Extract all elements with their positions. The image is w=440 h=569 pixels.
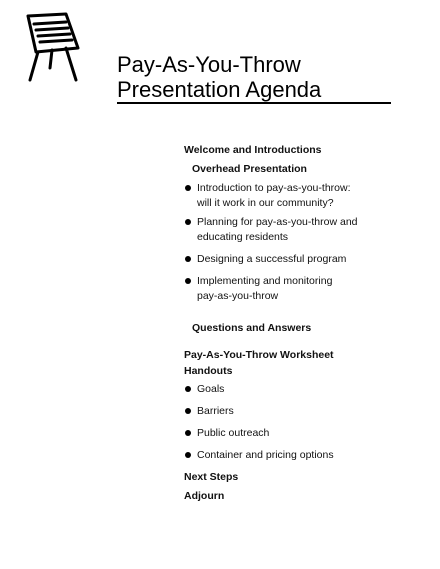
bullet-icon	[185, 185, 191, 191]
list-item-label: Barriers	[197, 405, 234, 417]
list-item-line: Introduction to pay-as-you-throw:	[197, 182, 351, 194]
heading-adjourn: Adjourn	[184, 490, 225, 502]
bullet-icon	[185, 386, 191, 392]
heading-next-steps: Next Steps	[184, 471, 239, 483]
heading-worksheet: Pay-As-You-Throw Worksheet	[184, 349, 334, 361]
list-item-line: Implementing and monitoring	[197, 275, 333, 287]
heading-welcome: Welcome and Introductions	[184, 144, 322, 156]
list-item-label: Public outreach	[197, 427, 270, 439]
easel-icon	[20, 10, 86, 86]
list-item-line: Designing a successful program	[197, 253, 347, 265]
list-item-line: educating residents	[197, 231, 289, 243]
list-item-label: Container and pricing options	[197, 449, 334, 461]
bullet-icon	[185, 219, 191, 225]
heading-questions: Questions and Answers	[192, 322, 312, 334]
list-item-label: Goals	[197, 383, 225, 395]
page-title	[117, 52, 391, 104]
heading-handouts: Handouts	[184, 365, 233, 377]
title-line-1: Pay-As-You-Throw	[117, 52, 301, 77]
list-item-line: Planning for pay-as-you-throw and	[197, 216, 358, 228]
list-item-line: will it work in our community?	[197, 197, 334, 209]
bullet-icon	[185, 430, 191, 436]
heading-overhead: Overhead Presentation	[192, 163, 307, 175]
bullet-icon	[185, 452, 191, 458]
list-item-line: pay-as-you-throw	[197, 290, 279, 302]
bullet-icon	[185, 408, 191, 414]
title-line-2: Presentation Agenda	[117, 77, 322, 102]
bullet-icon	[185, 278, 191, 284]
bullet-icon	[185, 256, 191, 262]
